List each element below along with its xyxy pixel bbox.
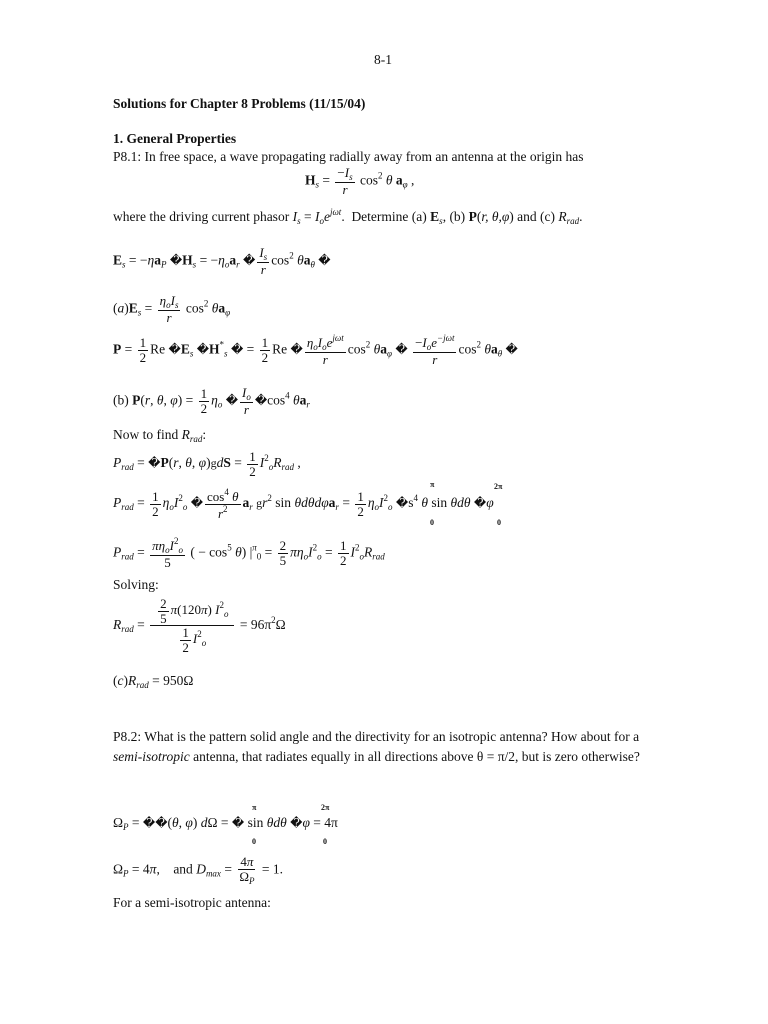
solving-label: Solving: — [113, 577, 159, 592]
equation-hs: $H_s$ = $\frac{-I_s}{r}$ $\cos^2 \theta$ $a_\varphi$ , — [305, 165, 415, 198]
p82-semi-isotropic: semi-isotropic — [113, 748, 190, 764]
rrad-96: = 96π — [239, 616, 272, 632]
problem-8-2-statement — [113, 727, 653, 766]
equation-dmax: $\Omega_P = 4\pi$, and $D_{max}$ = $\frac{4\pi}{\Omega_P}$ = 1. — [113, 854, 283, 886]
semi-isotropic-label: For a semi-isotropic antenna: — [113, 895, 271, 910]
integral-lower-limit-0b: 0 — [497, 518, 501, 527]
omega-upper-pi: π — [252, 803, 257, 812]
equation-prad-1: $P_{rad}$ = �P(r, θ, φ)gdS = $\frac{1}{2}$ $I^2_oR_{rad}$ , — [113, 449, 301, 479]
problem-8-1-statement: P8.1: In free space, a wave propagating radially away from an antenna at the origin has — [113, 149, 584, 164]
omega-lower-0: 0 — [252, 837, 256, 846]
equation-c-rrad: $(c)R_{rad} = 950\Omega$ — [113, 673, 194, 690]
integral-upper-limit-2pi: 2π — [494, 482, 503, 491]
omega-upper-2pi: 2π — [321, 803, 330, 812]
omega-lower-0b: 0 — [323, 837, 327, 846]
now-to-find-text: Now to find — [113, 427, 179, 442]
equation-p: P = $\frac{1}{2}$ Re $�E_s$ $�H^*_s$ � = $\frac{1}{2}$ Re � $\frac{\eta_oI_oe^{j\omega t}}{r}$ $\cos^2 \theta a_\varphi$ � $\frac{-I_oe^{-j\omega t}}{r}$ $\cos^2 \theta a_\theta$ � — [113, 333, 518, 368]
determine-text: Determine (a) — [351, 209, 427, 224]
p82-text-1: P8.2: What is the pattern solid angle and the directivity for an isotropic antenna? How about for a — [113, 729, 640, 744]
dmax-value: = 1. — [261, 861, 283, 877]
p82-text-3: θ = π/2, but is zero otherwise? — [476, 748, 640, 764]
equation-a-es: $(a)E_s$ = $\frac{\eta_oI_s}{r}$ $\cos^2 \theta a_\varphi$ — [113, 293, 231, 326]
equation-omega-p: $\Omega_P$ = ��(θ, φ) dΩ = � sin θdθ �φ = 4π — [113, 815, 338, 832]
integral-lower-limit-0: 0 — [430, 518, 434, 527]
equation-prad-2: $P_{rad}$ = $\frac{1}{2}$ $\eta_oI^2_o$ � $\frac{\cos^4 \theta}{r^2}$ $a_r$ $gr^2$ sin θdθdφa$_r$ = $\frac{1}{2}$ $\eta_oI^2_o$ $�s^4$ θ sin θdθ �φ — [113, 487, 494, 521]
equation-es: $E_s = -\eta a_P$ $�H_s = -\eta_oa_r$ � $\frac{I_s}{r}$ $\cos^2 \theta a_\theta$ � — [113, 245, 331, 278]
equation-prad-3: $P_{rad}$ = $\frac{\pi\eta_oI^2_o}{5}$ ( − $\cos^5 \theta$) $|^\pi_0$ = $\frac{2}{5}$ $\pi\eta_oI^2_o$ = $\frac{1}{2}$ $I^2_oR_{rad}$ — [113, 536, 385, 571]
omega-result: = 4π — [313, 815, 338, 830]
p82-text-2: antenna, that radiates equally in all directions above — [193, 748, 474, 764]
equation-b-p: (b) P(r, θ, φ) = $\frac{1}{2}$ $\eta_o$ � $\frac{I_o}{r}$ $�\cos^4$ $\theta a_r$ — [113, 385, 310, 418]
equation-rrad: $R_{rad}$ = $\frac{2}{5}$ π(120π) $I^2_o$ $\frac{1}{2}$ $I^2_o$ = $96\pi^2\Omega$ — [113, 596, 286, 655]
section-heading: 1. General Properties — [113, 131, 237, 146]
integral-upper-limit-pi: π — [430, 480, 435, 489]
now-to-find-line: Now to find $R_{rad}$: — [113, 427, 207, 444]
driving-current-text: where the driving current phasor — [113, 209, 290, 224]
rrad-unit: Ω — [275, 616, 286, 632]
driving-current-line: where the driving current phasor $I_s = I_oe^{j\omega t}$. Determine (a) $E_s$, (b) P(r, θ,φ) and (c) $R_{rad}$. — [113, 207, 583, 226]
page-title: Solutions for Chapter 8 Problems (11/15/04) — [113, 96, 366, 111]
page-number: 8-1 — [374, 52, 392, 67]
